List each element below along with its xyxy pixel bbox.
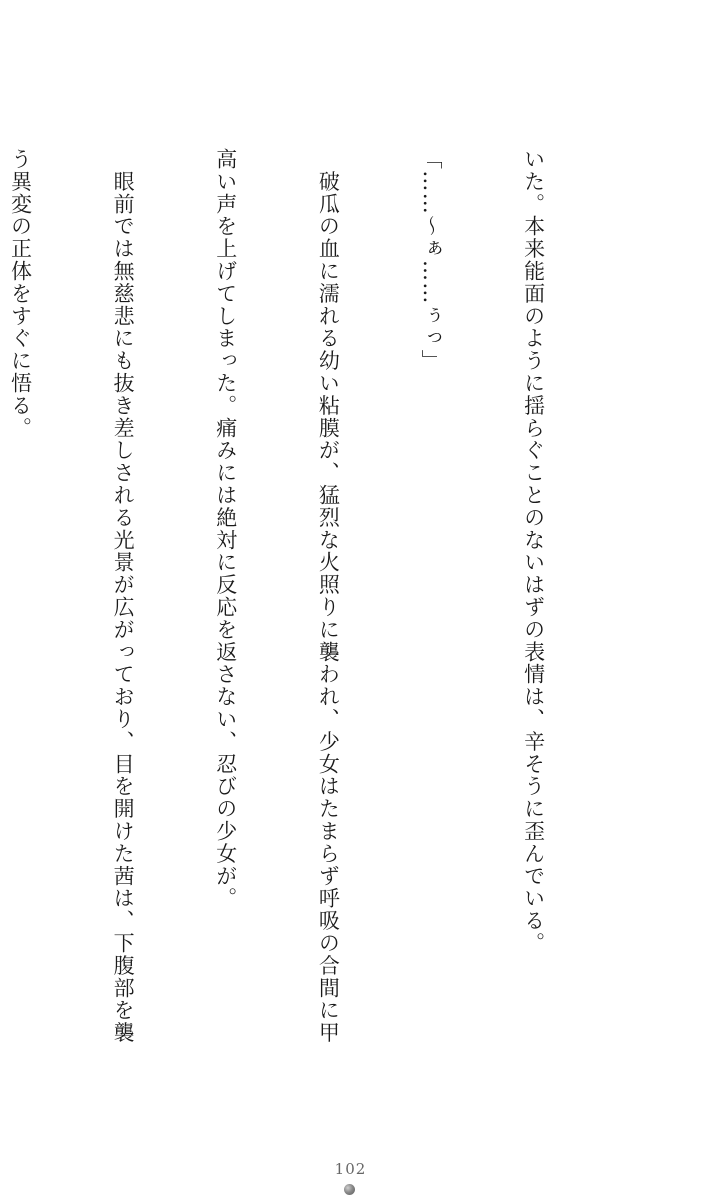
text-line: 眼前では無慈悲にも抜き差しされる光景が広がっており、目を開けた茜は、下腹部を襲 (111, 148, 136, 1044)
text-line: 高い声を上げてしまった。痛みには絶対に反応を返さない、忍びの少女が。 (213, 148, 238, 910)
text-line: う異変の正体をすぐに悟る。 (8, 148, 33, 440)
text-line: 破瓜の血に濡れる幼い粘膜が、猛烈な火照りに襲われ、少女はたまらず呼吸の合間に甲 (316, 148, 341, 1044)
text-line: いた。本来能面のように揺らぐことのないはずの表情は、辛そうに歪んでいる。 (521, 148, 546, 955)
page-number: 102 (334, 1160, 367, 1178)
page-ornament-dot-icon (344, 1184, 355, 1195)
text-line: 「……～ぁ……ぅっ」 (418, 148, 443, 372)
vertical-text-body (0, 148, 619, 1044)
